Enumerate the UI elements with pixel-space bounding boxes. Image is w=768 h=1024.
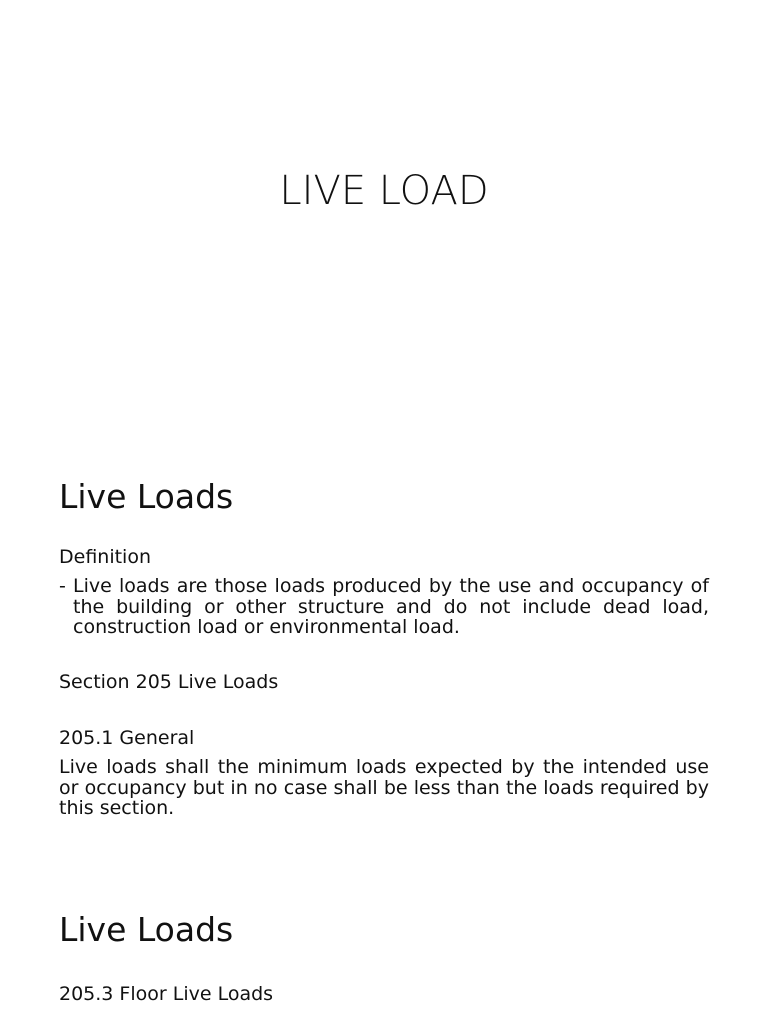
definition-item <box>59 576 709 638</box>
general-text: Live loads shall the minimum loads expected by the intended use or occupancy but in no case shall be less than the loads required by this section. <box>59 756 709 819</box>
definition-label: Definition <box>59 546 152 568</box>
bullet-dash: - <box>59 575 66 597</box>
section-heading-live-loads: Live Loads <box>59 477 234 516</box>
section-heading-live-loads-2: Live Loads <box>59 910 234 949</box>
subsection-label: 205.3 Floor Live Loads <box>59 983 274 1005</box>
general-label: 205.1 General <box>59 727 195 749</box>
page-title: LIVE LOAD <box>279 168 489 214</box>
definition-text: Live loads are those loads produced by the use and occupancy of the building or other structure and do not include dead load, construction load or environmental load. <box>73 575 709 638</box>
section-label: Section 205 Live Loads <box>59 671 279 693</box>
